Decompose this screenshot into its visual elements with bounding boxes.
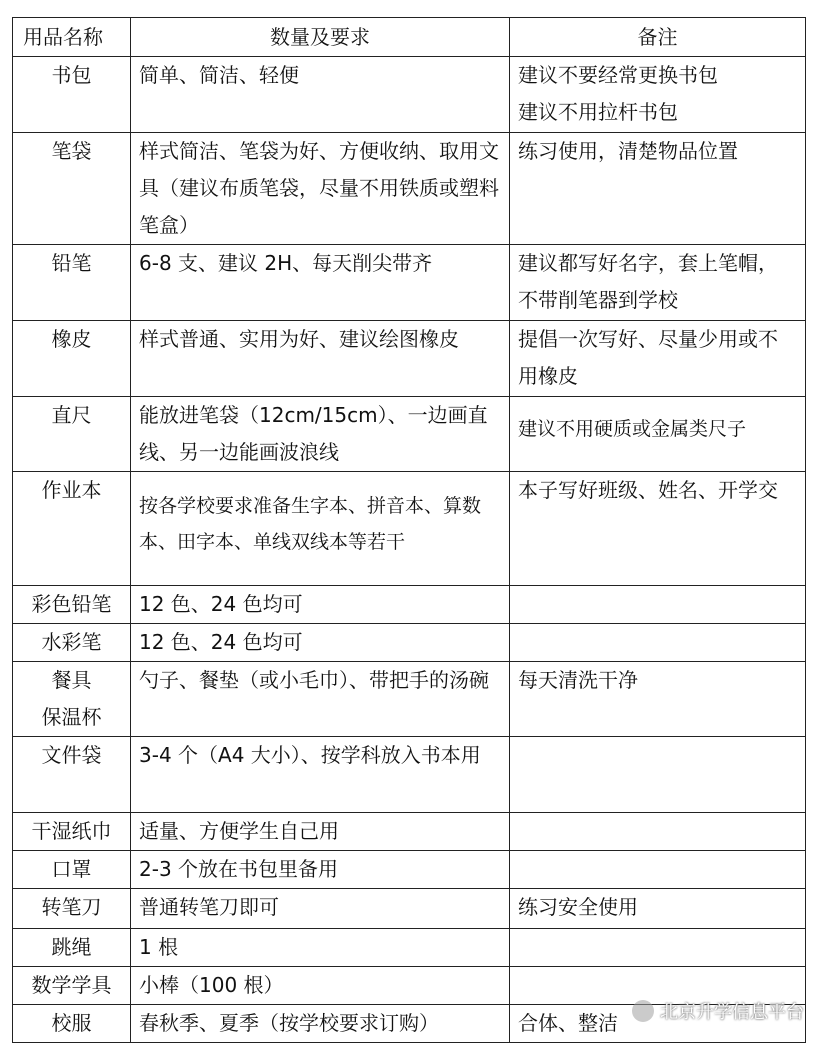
item-name-cell: 作业本 [13,472,131,586]
item-name-cell: 橡皮 [13,321,131,397]
note-cell [510,889,806,929]
note-cell [510,133,806,245]
note-cell [510,321,806,397]
note-cell [510,737,806,813]
requirement-cell: 春秋季、夏季（按学校要求订购） [131,1005,510,1043]
note-line: 建议不用硬质或金属类尺子 [518,418,747,440]
table-row [13,737,806,813]
item-name-cell: 校服 [13,1005,131,1043]
requirement-cell: 2-3 个放在书包里备用 [131,851,510,889]
requirement-cell: 12 色、24 色均可 [131,586,510,624]
note-line: 建议不用拉杆书包 [518,100,678,124]
requirement-cell: 简单、简洁、轻便 [131,57,510,133]
note-cell [510,662,806,737]
header-requirement: 数量及要求 [131,18,510,57]
requirement-cell: 样式简洁、笔袋为好、方便收纳、取用文具（建议布质笔袋，尽量不用铁质或塑料笔盒） [131,133,510,245]
item-name-cell: 书包 [13,57,131,133]
requirement-cell: 3-4 个（A4 大小）、按学科放入书本用 [131,737,510,813]
table-row [13,662,806,737]
requirement-cell: 12 色、24 色均可 [131,624,510,662]
table-row [13,133,806,245]
table-body [13,57,806,1043]
requirement-cell: 6-8 支、建议 2H、每天削尖带齐 [131,245,510,321]
item-name-cell: 铅笔 [13,245,131,321]
note-cell [510,851,806,889]
table-row [13,929,806,967]
table-header-row [13,18,806,57]
wechat-icon [632,1000,654,1022]
item-name-cell: 笔袋 [13,133,131,245]
table-row [13,586,806,624]
table-row [13,245,806,321]
item-name-cell: 口罩 [13,851,131,889]
item-name-cell: 干湿纸巾 [13,813,131,851]
note-line: 建议不要经常更换书包 [518,63,718,87]
table-row [13,321,806,397]
table-row [13,472,806,586]
note-cell [510,472,806,586]
note-line: 合体、整洁 [518,1011,618,1035]
note-line: 提倡一次写好、尽量少用或不用橡皮 [518,327,778,388]
supplies-table [12,17,806,1043]
watermark [632,998,804,1024]
item-name-cell: 跳绳 [13,929,131,967]
table-row [13,889,806,929]
note-line: 练习安全使用 [518,895,638,919]
note-cell [510,929,806,967]
note-line: 每天清洗干净 [518,668,638,692]
item-name-cell: 彩色铅笔 [13,586,131,624]
note-line: 建议都写好名字，套上笔帽，不带削笔器到学校 [518,251,778,312]
item-name-cell: 数学学具 [13,967,131,1005]
watermark-text: 北京升学信息平台 [660,1002,804,1023]
item-name-cell: 水彩笔 [13,624,131,662]
item-name-cell: 餐具 保温杯 [13,662,131,737]
requirement-cell: 按各学校要求准备生字本、拼音本、算数本、田字本、单线双线本等若干 [131,472,510,586]
note-line: 本子写好班级、姓名、开学交 [518,478,778,502]
requirement-cell: 普通转笔刀即可 [131,889,510,929]
table-row [13,624,806,662]
note-cell [510,57,806,133]
requirement-cell: 小棒（100 根） [131,967,510,1005]
item-name-cell: 直尺 [13,397,131,472]
table-row [13,851,806,889]
requirement-cell: 样式普通、实用为好、建议绘图橡皮 [131,321,510,397]
header-item-name: 用品名称 [13,18,131,57]
note-cell [510,586,806,624]
header-note: 备注 [510,18,806,57]
note-cell [510,245,806,321]
requirement-cell: 1 根 [131,929,510,967]
requirement-cell: 能放进笔袋（12cm/15cm）、一边画直线、另一边能画波浪线 [131,397,510,472]
requirement-cell: 勺子、餐垫（或小毛巾）、带把手的汤碗 [131,662,510,737]
requirement-cell: 适量、方便学生自己用 [131,813,510,851]
item-name-cell: 文件袋 [13,737,131,813]
item-name-cell: 转笔刀 [13,889,131,929]
note-cell [510,624,806,662]
table-row [13,813,806,851]
note-cell [510,397,806,472]
table-row [13,57,806,133]
note-line: 练习使用，清楚物品位置 [518,139,738,163]
table-row [13,397,806,472]
note-cell [510,813,806,851]
